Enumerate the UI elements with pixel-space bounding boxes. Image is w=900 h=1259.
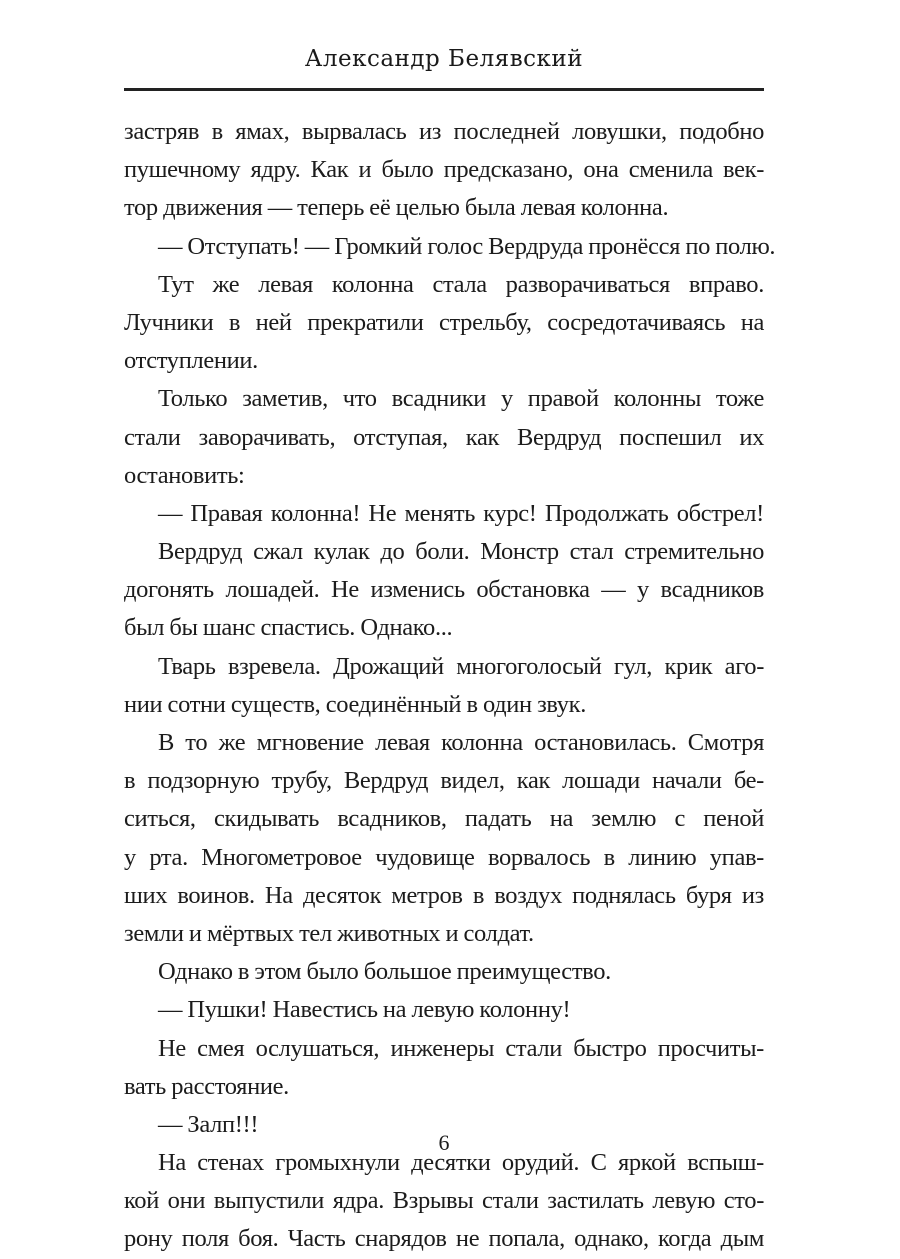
text-line: Лучники в ней прекратили стрельбу, сосредотачиваясь на	[124, 308, 764, 336]
text-line: Тут же левая колонна стала разворачиваться вправо.	[158, 270, 764, 298]
text-line: — Отступать! — Громкий голос Вердруда пронёсся по полю.	[158, 232, 776, 260]
text-line: земли и мёртвых тел животных и солдат.	[124, 919, 534, 947]
text-line: отступлении.	[124, 347, 258, 375]
running-head-author: Александр Белявский	[304, 46, 584, 72]
text-line: тор движения — теперь её целью была левая колонна.	[124, 194, 669, 222]
text-line: На стенах громыхнули десятки орудий. С яркой вспыш-	[158, 1149, 764, 1177]
text-line: догонять лошадей. Не изменись обстановка — у всадников	[124, 576, 764, 604]
text-line: — Пушки! Навестись на левую колонну!	[158, 996, 571, 1024]
text-line: Однако в этом было большое преимущество.	[158, 958, 611, 986]
text-line: нии сотни существ, соединённый в один звук.	[124, 690, 587, 718]
text-line: вать расстояние.	[124, 1072, 289, 1100]
text-line: был бы шанс спастись. Однако...	[124, 614, 453, 642]
text-line: стали заворачивать, отступая, как Вердруд поспешил их	[124, 423, 764, 451]
text-line: пушечному ядру. Как и было предсказано, она сменила век-	[124, 156, 764, 184]
text-line: Только заметив, что всадники у правой колонны тоже	[158, 385, 764, 413]
text-line: Не смея ослушаться, инженеры стали быстро просчиты-	[158, 1034, 764, 1062]
text-line: ситься, скидывать всадников, падать на землю с пеной	[124, 805, 764, 833]
text-line: рону поля боя. Часть снарядов не попала, однако, когда дым	[124, 1225, 764, 1253]
text-line: Вердруд сжал кулак до боли. Монстр стал стремительно	[158, 538, 764, 566]
text-line: у рта. Многометровое чудовище ворвалось в линию упав-	[124, 843, 764, 871]
text-line: ших воинов. На десяток метров в воздух поднялась буря из	[124, 881, 764, 909]
text-line: остановить:	[124, 461, 245, 489]
text-line: — Залп!!!	[158, 1110, 259, 1138]
header-rule-divider	[124, 88, 764, 91]
page-number: 6	[438, 1130, 450, 1155]
text-line: В то же мгновение левая колонна остановилась. Смотря	[158, 729, 764, 756]
text-line: застряв в ямах, вырвалась из последней ловушки, подобно	[124, 118, 764, 145]
text-line: — Правая колонна! Не менять курс! Продолжать обстрел!	[158, 499, 764, 527]
text-line: Тварь взревела. Дрожащий многоголосый гул, крик аго-	[158, 652, 764, 680]
text-line: кой они выпустили ядра. Взрывы стали застилать левую сто-	[124, 1187, 764, 1215]
body-text	[124, 113, 776, 1259]
text-line: в подзорную трубу, Вердруд видел, как лошади начали бе-	[124, 767, 764, 795]
